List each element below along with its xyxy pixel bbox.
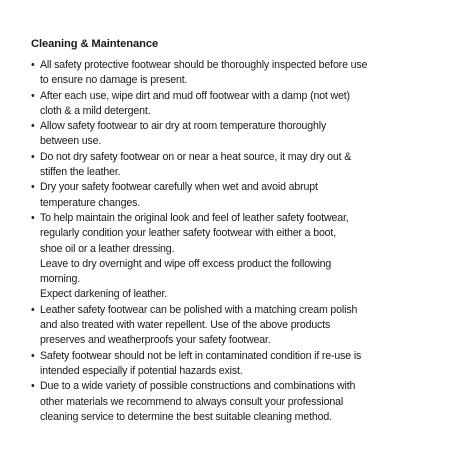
- bullet-glyph: •: [31, 59, 35, 71]
- list-item-line: preserves and weatherproofs your safety footwear.: [40, 334, 271, 347]
- list-item: [31, 303, 451, 349]
- list-item-line: Do not dry safety footwear on or near a heat source, it may dry out &: [40, 150, 352, 163]
- bullet-glyph: •: [31, 349, 35, 362]
- list-item-line: temperature changes.: [40, 196, 141, 209]
- list-item-line: Due to a wide variety of possible constructions and combinations with: [40, 380, 356, 393]
- list-item: [31, 349, 451, 380]
- list-item-line: cloth & a mild detergent.: [40, 104, 151, 117]
- list-item-line: regularly condition your leather safety footwear with either a boot,: [40, 227, 337, 240]
- list-item-line: stiffen the leather.: [40, 166, 121, 179]
- list-item-line: Allow safety footwear to air dry at room temperature thoroughly: [40, 120, 327, 133]
- list-item-line: and also treated with water repellent. Use of the above products: [40, 319, 331, 332]
- list-item-line: cleaning service to determine the best suitable cleaning method.: [40, 410, 332, 423]
- bullet-glyph: •: [31, 89, 35, 102]
- bullet-list: [31, 58, 451, 425]
- list-item-line: Dry your safety footwear carefully when wet and avoid abrupt: [40, 181, 318, 194]
- list-item-line: To help maintain the original look and feel of leather safety footwear,: [40, 211, 349, 224]
- bullet-glyph: •: [31, 380, 35, 393]
- section-title: Cleaning & Maintenance: [31, 38, 159, 50]
- list-item: [31, 379, 451, 425]
- list-item-line: Expect darkening of leather.: [40, 288, 168, 301]
- list-item-line: to ensure no damage is present.: [40, 74, 188, 87]
- list-item: [31, 150, 451, 181]
- list-item-line: shoe oil or a leather dressing.: [40, 242, 175, 255]
- list-item-line: Leave to dry overnight and wipe off excess product the following: [40, 257, 332, 270]
- list-item: [31, 89, 451, 120]
- list-item-line: morning.: [40, 273, 81, 286]
- list-item-line: between use.: [40, 135, 102, 148]
- bullet-glyph: •: [31, 211, 35, 224]
- bullet-glyph: •: [31, 120, 35, 133]
- list-item: [31, 58, 451, 89]
- document: [31, 36, 451, 425]
- list-item-line: intended especially if potential hazards exist.: [40, 364, 243, 377]
- list-item: [31, 211, 451, 303]
- list-item-line: Leather safety footwear can be polished with a matching cream polish: [40, 303, 358, 316]
- bullet-glyph: •: [31, 303, 35, 316]
- list-item-line: After each use, wipe dirt and mud off footwear with a damp (not wet): [40, 89, 350, 102]
- list-item-line: other materials we recommend to always consult your professional: [40, 395, 344, 408]
- list-item-line: All safety protective footwear should be thoroughly inspected before use: [40, 59, 368, 71]
- list-item-line: Safety footwear should not be left in contaminated condition if re-use is: [40, 349, 362, 362]
- list-item: [31, 180, 451, 211]
- bullet-glyph: •: [31, 150, 35, 163]
- list-item: [31, 119, 451, 150]
- bullet-glyph: •: [31, 181, 35, 194]
